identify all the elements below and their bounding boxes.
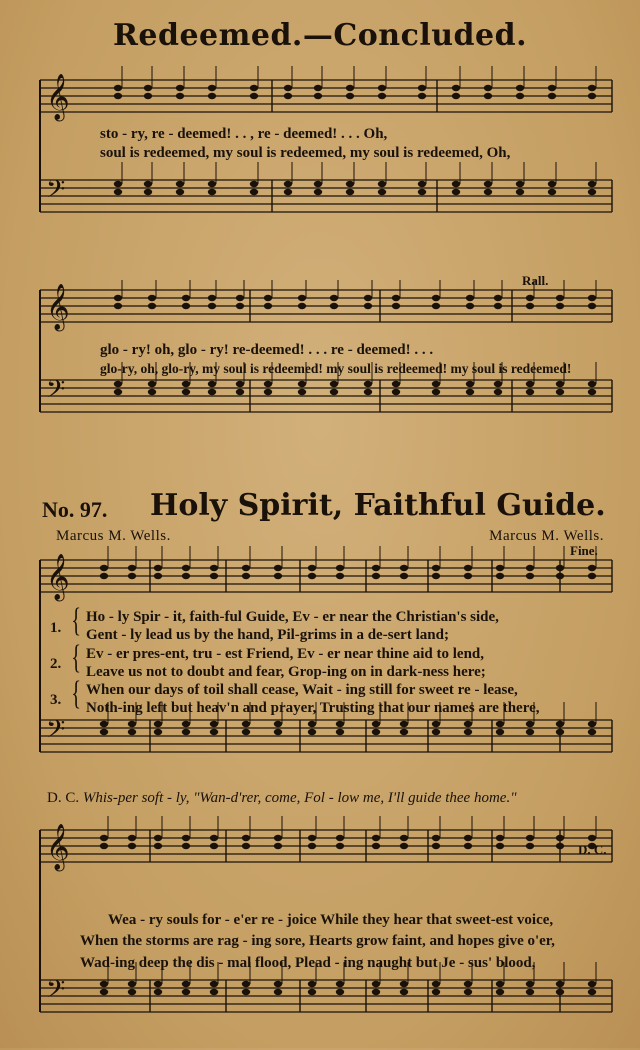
- note-head: [176, 85, 184, 91]
- note-head: [154, 989, 162, 995]
- note-head: [242, 981, 250, 987]
- note-head: [556, 989, 564, 995]
- dc-mark: D. C.: [578, 842, 607, 857]
- note-head: [100, 981, 108, 987]
- note-head: [588, 181, 596, 187]
- lyric-line: glo-ry, oh, glo-ry, my soul is redeemed! my soul is redeemed! my soul is redeemed!: [100, 361, 572, 376]
- note-head: [242, 835, 250, 841]
- note-head: [526, 303, 534, 309]
- note-head: [556, 389, 564, 395]
- note-head: [588, 303, 596, 309]
- note-head: [176, 189, 184, 195]
- note-head: [314, 93, 322, 99]
- note-head: [208, 181, 216, 187]
- note-head: [494, 389, 502, 395]
- note-head: [418, 85, 426, 91]
- note-head: [418, 93, 426, 99]
- note-head: [346, 93, 354, 99]
- brace: {: [71, 602, 82, 639]
- note-head: [392, 389, 400, 395]
- note-head: [588, 93, 596, 99]
- note-head: [400, 729, 408, 735]
- note-head: [210, 573, 218, 579]
- note-head: [556, 835, 564, 841]
- note-head: [264, 381, 272, 387]
- note-head: [210, 721, 218, 727]
- note-head: [274, 981, 282, 987]
- note-head: [496, 721, 504, 727]
- note-head: [494, 303, 502, 309]
- note-head: [378, 85, 386, 91]
- dc-text: Whis-per soft - ly, "Wan-d'rer, come, Fol - low me, I'll guide thee home.": [82, 790, 517, 806]
- note-head: [100, 573, 108, 579]
- note-head: [250, 189, 258, 195]
- note-head: [336, 565, 344, 571]
- note-head: [556, 303, 564, 309]
- note-head: [236, 389, 244, 395]
- note-head: [114, 181, 122, 187]
- note-head: [128, 843, 136, 849]
- note-head: [526, 981, 534, 987]
- note-head: [464, 721, 472, 727]
- note-head: [264, 389, 272, 395]
- note-head: [128, 835, 136, 841]
- note-head: [182, 565, 190, 571]
- note-head: [298, 295, 306, 301]
- note-head: [588, 389, 596, 395]
- note-head: [516, 93, 524, 99]
- note-head: [432, 989, 440, 995]
- note-head: [464, 729, 472, 735]
- note-head: [210, 835, 218, 841]
- note-head: [128, 565, 136, 571]
- note-head: [128, 729, 136, 735]
- note-head: [556, 981, 564, 987]
- note-head: [274, 729, 282, 735]
- note-head: [432, 565, 440, 571]
- note-head: [250, 93, 258, 99]
- note-head: [484, 189, 492, 195]
- note-head: [298, 303, 306, 309]
- note-head: [182, 389, 190, 395]
- note-head: [464, 981, 472, 987]
- note-head: [100, 835, 108, 841]
- note-head: [308, 989, 316, 995]
- note-head: [364, 303, 372, 309]
- note-head: [432, 721, 440, 727]
- note-head: [526, 843, 534, 849]
- dc-prefix: D. C.: [47, 790, 80, 806]
- note-head: [242, 565, 250, 571]
- note-head: [154, 835, 162, 841]
- note-head: [148, 389, 156, 395]
- note-head: [314, 189, 322, 195]
- treble-clef: 𝄞: [46, 284, 70, 330]
- note-head: [236, 295, 244, 301]
- note-head: [154, 981, 162, 987]
- note-head: [330, 389, 338, 395]
- note-head: [364, 381, 372, 387]
- note-head: [432, 573, 440, 579]
- note-head: [298, 381, 306, 387]
- note-head: [466, 389, 474, 395]
- note-head: [588, 573, 596, 579]
- note-head: [496, 729, 504, 735]
- note-head: [330, 381, 338, 387]
- note-head: [264, 303, 272, 309]
- note-head: [242, 989, 250, 995]
- note-head: [588, 981, 596, 987]
- note-head: [144, 181, 152, 187]
- note-head: [208, 303, 216, 309]
- note-head: [154, 721, 162, 727]
- note-head: [182, 843, 190, 849]
- music-credit: Marcus M. Wells.: [489, 528, 604, 544]
- note-head: [346, 181, 354, 187]
- note-head: [464, 989, 472, 995]
- note-head: [314, 181, 322, 187]
- note-head: [182, 295, 190, 301]
- note-head: [336, 981, 344, 987]
- note-head: [432, 295, 440, 301]
- hymn-number: No. 97.: [42, 497, 108, 522]
- note-head: [284, 181, 292, 187]
- note-head: [114, 381, 122, 387]
- note-head: [100, 721, 108, 727]
- brace: {: [71, 675, 82, 712]
- note-head: [432, 389, 440, 395]
- note-head: [114, 189, 122, 195]
- lyric-line: sto - ry, re - deemed! . . , re - deemed! . . . Oh,: [100, 126, 388, 142]
- note-head: [432, 729, 440, 735]
- note-head: [548, 93, 556, 99]
- note-head: [432, 843, 440, 849]
- note-head: [484, 181, 492, 187]
- note-head: [284, 85, 292, 91]
- music-staff-system4: [0, 810, 640, 1050]
- bass-clef: 𝄢: [46, 175, 66, 210]
- note-head: [548, 181, 556, 187]
- note-head: [372, 981, 380, 987]
- note-head: [452, 93, 460, 99]
- note-head: [336, 835, 344, 841]
- note-head: [494, 295, 502, 301]
- lyric-line: Noth-ing left but heav'n and prayer, Trusting that our names are there,: [86, 700, 540, 716]
- note-head: [588, 189, 596, 195]
- treble-clef: 𝄞: [46, 824, 70, 870]
- note-head: [148, 303, 156, 309]
- note-head: [364, 295, 372, 301]
- treble-clef: 𝄞: [46, 554, 70, 600]
- lyric-line: Wea - ry souls for - e'er re - joice While they hear that sweet-est voice,: [108, 912, 554, 928]
- note-head: [464, 573, 472, 579]
- note-head: [182, 303, 190, 309]
- note-head: [400, 721, 408, 727]
- lyric-line: glo - ry! oh, glo - ry! re-deemed! . . . re - deemed! . . .: [100, 342, 434, 358]
- note-head: [144, 85, 152, 91]
- note-head: [588, 381, 596, 387]
- note-head: [588, 989, 596, 995]
- lyric-line: When our days of toil shall cease, Wait - ing still for sweet re - lease,: [86, 682, 518, 698]
- fine-mark: Fine.: [570, 543, 598, 558]
- note-head: [284, 93, 292, 99]
- note-head: [418, 181, 426, 187]
- note-head: [526, 389, 534, 395]
- note-head: [148, 381, 156, 387]
- note-head: [466, 295, 474, 301]
- note-head: [516, 85, 524, 91]
- note-head: [128, 573, 136, 579]
- bass-clef: 𝄢: [46, 375, 66, 410]
- note-head: [128, 989, 136, 995]
- note-head: [242, 721, 250, 727]
- note-head: [556, 729, 564, 735]
- music-staff-system1: [0, 60, 640, 300]
- note-head: [364, 389, 372, 395]
- note-head: [588, 85, 596, 91]
- note-head: [336, 721, 344, 727]
- note-head: [208, 295, 216, 301]
- note-head: [432, 835, 440, 841]
- note-head: [176, 93, 184, 99]
- note-head: [308, 981, 316, 987]
- note-head: [308, 729, 316, 735]
- note-head: [308, 573, 316, 579]
- note-head: [464, 835, 472, 841]
- note-head: [114, 295, 122, 301]
- note-head: [400, 565, 408, 571]
- note-head: [336, 843, 344, 849]
- note-head: [330, 295, 338, 301]
- note-head: [100, 565, 108, 571]
- note-head: [372, 565, 380, 571]
- note-head: [556, 295, 564, 301]
- note-head: [466, 381, 474, 387]
- note-head: [308, 835, 316, 841]
- hymn-title: Holy Spirit, Faithful Guide.: [150, 488, 606, 523]
- note-head: [372, 721, 380, 727]
- note-head: [208, 189, 216, 195]
- note-head: [182, 835, 190, 841]
- note-head: [114, 93, 122, 99]
- note-head: [556, 381, 564, 387]
- note-head: [208, 93, 216, 99]
- note-head: [452, 189, 460, 195]
- note-head: [452, 85, 460, 91]
- page-title: Redeemed.—Concluded.: [112, 18, 528, 53]
- note-head: [548, 85, 556, 91]
- bass-clef: 𝄢: [46, 715, 66, 750]
- note-head: [308, 721, 316, 727]
- note-head: [308, 843, 316, 849]
- note-head: [182, 721, 190, 727]
- note-head: [400, 835, 408, 841]
- note-head: [114, 85, 122, 91]
- note-head: [182, 989, 190, 995]
- note-head: [400, 989, 408, 995]
- note-head: [466, 303, 474, 309]
- note-head: [182, 729, 190, 735]
- note-head: [284, 189, 292, 195]
- note-head: [484, 85, 492, 91]
- note-head: [526, 721, 534, 727]
- note-head: [274, 835, 282, 841]
- note-head: [274, 843, 282, 849]
- note-head: [556, 565, 564, 571]
- note-head: [250, 85, 258, 91]
- note-head: [392, 381, 400, 387]
- note-head: [432, 381, 440, 387]
- note-head: [464, 565, 472, 571]
- note-head: [400, 981, 408, 987]
- note-head: [372, 843, 380, 849]
- note-head: [154, 729, 162, 735]
- dc-line: [47, 790, 517, 807]
- note-head: [526, 989, 534, 995]
- note-head: [208, 85, 216, 91]
- rall-mark: Rall.: [522, 273, 549, 288]
- note-head: [128, 721, 136, 727]
- note-head: [242, 729, 250, 735]
- note-head: [274, 989, 282, 995]
- verse-number: 2.: [50, 656, 62, 672]
- treble-clef: 𝄞: [46, 74, 70, 120]
- note-head: [274, 573, 282, 579]
- note-head: [418, 189, 426, 195]
- note-head: [154, 573, 162, 579]
- note-head: [208, 381, 216, 387]
- bass-clef: 𝄢: [46, 975, 66, 1010]
- note-head: [496, 989, 504, 995]
- note-head: [432, 303, 440, 309]
- note-head: [588, 565, 596, 571]
- note-head: [556, 843, 564, 849]
- note-head: [148, 295, 156, 301]
- lyric-line: Ho - ly Spir - it, faith-ful Guide, Ev - er near the Christian's side,: [86, 609, 499, 625]
- note-head: [242, 573, 250, 579]
- note-head: [236, 303, 244, 309]
- lyric-line: Ev - er pres-ent, tru - est Friend, Ev - er near thine aid to lend,: [86, 646, 485, 662]
- note-head: [346, 85, 354, 91]
- note-head: [210, 729, 218, 735]
- note-head: [114, 303, 122, 309]
- note-head: [526, 565, 534, 571]
- note-head: [494, 381, 502, 387]
- note-head: [336, 729, 344, 735]
- note-head: [330, 303, 338, 309]
- note-head: [392, 303, 400, 309]
- note-head: [274, 721, 282, 727]
- note-head: [556, 573, 564, 579]
- note-head: [588, 721, 596, 727]
- lyrics-credit: Marcus M. Wells.: [56, 528, 171, 544]
- note-head: [526, 295, 534, 301]
- note-head: [378, 181, 386, 187]
- note-head: [208, 389, 216, 395]
- note-head: [128, 981, 136, 987]
- note-head: [210, 565, 218, 571]
- lyric-line: When the storms are rag - ing sore, Hearts grow faint, and hopes give o'er,: [80, 933, 555, 949]
- note-head: [516, 189, 524, 195]
- note-head: [210, 989, 218, 995]
- note-head: [588, 295, 596, 301]
- note-head: [526, 835, 534, 841]
- note-head: [182, 573, 190, 579]
- lyric-line: Gent - ly lead us by the hand, Pil-grims in a de-sert land;: [86, 627, 449, 643]
- note-head: [336, 989, 344, 995]
- note-head: [154, 565, 162, 571]
- note-head: [298, 389, 306, 395]
- lyric-line: Wad-ing deep the dis - mal flood, Plead - ing naught but Je - sus' blood,: [80, 955, 536, 971]
- note-head: [556, 721, 564, 727]
- note-head: [378, 189, 386, 195]
- note-head: [526, 573, 534, 579]
- verse-number: 3.: [50, 692, 62, 708]
- note-head: [588, 729, 596, 735]
- note-head: [526, 729, 534, 735]
- note-head: [400, 843, 408, 849]
- note-head: [548, 189, 556, 195]
- note-head: [182, 381, 190, 387]
- note-head: [274, 565, 282, 571]
- note-head: [496, 565, 504, 571]
- note-head: [516, 181, 524, 187]
- note-head: [264, 295, 272, 301]
- note-head: [496, 981, 504, 987]
- note-head: [346, 189, 354, 195]
- verse-number: 1.: [50, 620, 62, 636]
- note-head: [452, 181, 460, 187]
- note-head: [100, 843, 108, 849]
- note-head: [210, 981, 218, 987]
- note-head: [144, 189, 152, 195]
- note-head: [392, 295, 400, 301]
- note-head: [182, 981, 190, 987]
- note-head: [496, 843, 504, 849]
- note-head: [432, 981, 440, 987]
- note-head: [308, 565, 316, 571]
- note-head: [496, 573, 504, 579]
- note-head: [378, 93, 386, 99]
- note-head: [242, 843, 250, 849]
- note-head: [250, 181, 258, 187]
- lyric-line: Leave us not to doubt and fear, Grop-ing on in dark-ness here;: [86, 664, 486, 680]
- note-head: [236, 381, 244, 387]
- note-head: [372, 729, 380, 735]
- note-head: [372, 989, 380, 995]
- note-head: [100, 989, 108, 995]
- note-head: [176, 181, 184, 187]
- note-head: [314, 85, 322, 91]
- brace: {: [71, 639, 82, 676]
- note-head: [372, 835, 380, 841]
- note-head: [588, 835, 596, 841]
- note-head: [114, 389, 122, 395]
- note-head: [372, 573, 380, 579]
- note-head: [464, 843, 472, 849]
- lyric-line: soul is redeemed, my soul is redeemed, my soul is redeemed, Oh,: [100, 145, 511, 161]
- note-head: [400, 573, 408, 579]
- note-head: [154, 843, 162, 849]
- note-head: [144, 93, 152, 99]
- note-head: [210, 843, 218, 849]
- note-head: [484, 93, 492, 99]
- note-head: [100, 729, 108, 735]
- note-head: [336, 573, 344, 579]
- note-head: [496, 835, 504, 841]
- note-head: [526, 381, 534, 387]
